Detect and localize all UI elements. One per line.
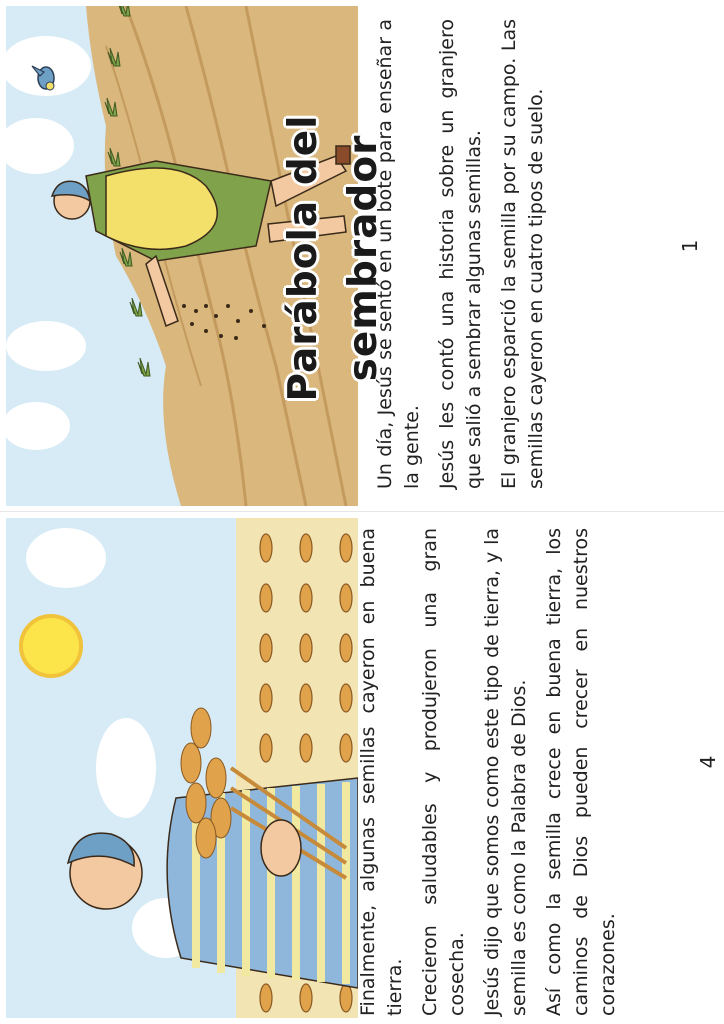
paragraph: Un día, Jesús se sentó en un bote para enseñar a la gente. [374, 19, 423, 489]
farmer-with-wheat-harvest-illustration [6, 518, 358, 1018]
paragraph: Jesús les contó una historia sobre un granjero que salió a sembrar algunas semillas. [436, 19, 485, 489]
paragraph: Finalmente, algunas semillas cayeron en buena tierra. [357, 528, 406, 1016]
page-number: 1 [678, 239, 702, 253]
page-number: 4 [696, 755, 720, 769]
page-1-text [372, 19, 712, 489]
story-title: Parábola del sembrador [281, 114, 386, 402]
page-4-text [355, 528, 665, 1016]
sun-icon [21, 616, 81, 676]
paragraph: Así como la semilla crece en buena tierra, los caminos de Dios pueden crecer en nuestros corazones. [543, 528, 619, 1016]
booklet-page-4 [0, 512, 724, 1024]
paragraph: Crecieron saludables y produjeron una gran cosecha. [419, 528, 468, 1016]
paragraph: El granjero esparció la semilla por su campo. Las semillas cayeron en cuatro tipos de suelo. [498, 19, 547, 489]
paragraph: Jesús dijo que somos como este tipo de tierra, y la semilla es como la Palabra de Dios. [481, 528, 530, 1016]
